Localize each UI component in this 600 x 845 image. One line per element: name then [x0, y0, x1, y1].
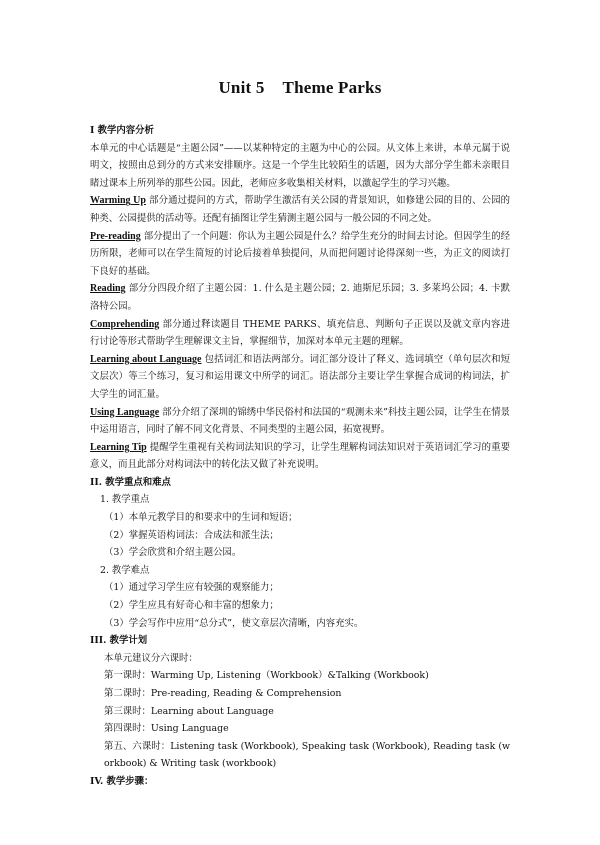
plan-lesson-2: 第二课时：Pre-reading, Reading & Comprehension — [104, 688, 342, 699]
document-title — [0, 78, 600, 98]
paragraph-lead: Pre-reading — [90, 230, 141, 242]
paragraph-learning-tip — [90, 439, 510, 474]
subheading-difficulties: 2. 教学难点 — [100, 564, 150, 576]
paragraph-learning-about-language — [90, 351, 510, 404]
list-item: （3）学会欣赏和介绍主题公园。 — [104, 547, 242, 559]
section-heading-content-analysis: I 教学内容分析 — [90, 125, 154, 136]
paragraph-lead: Reading — [90, 283, 126, 295]
paragraph-text: 部分分四段介绍了主题公园：1. 什么是主题公园；2. 迪斯尼乐园；3. 多莱坞公园；4. 卡默洛特公园。 — [90, 283, 510, 312]
title-unit: Unit 5 — [218, 78, 265, 97]
paragraph-comprehending — [90, 316, 510, 351]
plan-lesson-1: 第一课时：Warming Up, Listening（Workbook）&Talking (Workbook) — [104, 670, 429, 682]
paragraph-text: 部分介绍了深圳的锦绣中华民俗村和法国的“观测未来”科技主题公园，让学生在情景中运用语言，同时了解不同文化背景、不同类型的主题公园，拓宽视野。 — [90, 406, 511, 436]
section-heading-teaching-steps: IV. 教学步骤： — [90, 775, 154, 787]
list-item: （1）本单元教学目的和要求中的生词和短语； — [104, 512, 298, 524]
paragraph-text: 部分提出了一个问题：你认为主题公园是什么？给学生充分的时间去讨论。但因学生的经历所限，老师可以在学生简短的讨论后接着单独提问，从而把问题讨论得深刻一些，为正文的阅读打下良好的基础。 — [90, 230, 510, 277]
list-item: （2）掌握英语构词法：合成法和派生法； — [104, 529, 279, 541]
section-heading-key-points: II. 教学重点和难点 — [90, 476, 171, 488]
paragraph-text: 提醒学生重视有关构词法知识的学习，让学生理解构词法知识对于英语词汇学习的重要意义，而且此部分对构词法中的转化法又做了补充说明。 — [90, 441, 511, 471]
plan-lesson-5-6: 第五、六课时：Listening task (Workbook), Speaking task (Workbook), Reading task (workbook) & Writing task (workbook) — [104, 740, 510, 770]
plan-lesson-4: 第四课时：Using Language — [104, 723, 229, 735]
paragraph-warming-up — [90, 192, 510, 227]
subheading-key-points: 1. 教学重点 — [100, 494, 150, 506]
paragraph-text: 部分通过释读题目 THEME PARKS、填充信息、判断句子正误以及就文章内容进行讨论等形式帮助学生理解课文主旨，掌握细节，加深对本单元主题的理解。 — [90, 318, 510, 348]
paragraph-lead: Learning about Language — [90, 353, 202, 365]
paragraph-text: 部分通过提问的方式，帮助学生激活有关公园的背景知识，如修建公园的目的、公园的种类、公园提供的活动等。还配有插图让学生猜测主题公园与一般公园的不同之处。 — [90, 195, 510, 224]
paragraph-pre-reading — [90, 228, 510, 281]
list-item: （2）学生应具有好奇心和丰富的想象力； — [104, 600, 279, 612]
paragraph-using-language — [90, 404, 510, 439]
plan-lesson-3: 第三课时：Learning about Language — [104, 705, 274, 717]
title-topic: Theme Parks — [282, 78, 382, 97]
plan-intro: 本单元建议分六课时： — [104, 652, 198, 664]
paragraph-intro: 本单元的中心话题是“主题公园”——以某种特定的主题为中心的公园。从文体上来讲，本单元属于说明文，按照由总到分的方式来安排顺序。这是一个学生比较陌生的话题，因为大部分学生都未亲眼目睹过课本上所列举的那些公园。因此，老师应多收集相关材料，以激起学生的学习兴趣。 — [90, 142, 510, 189]
paragraph-lead: Using Language — [90, 406, 160, 418]
paragraph-lead: Learning Tip — [90, 441, 147, 453]
paragraph-reading — [90, 280, 510, 315]
document-body — [90, 122, 510, 791]
paragraph-lead: Warming Up — [90, 195, 146, 207]
paragraph-lead: Comprehending — [90, 318, 160, 330]
list-item: （3）学会写作中应用“总分式”，使文章层次清晰，内容充实。 — [104, 617, 364, 629]
section-heading-teaching-plan: III. 教学计划 — [90, 635, 148, 647]
paragraph-text: 包括词汇和语法两部分。词汇部分设计了释义、选词填空（单句层次和短文层次）等三个练习，复习和运用课文中所学的词汇。语法部分主要让学生掌握合成词的构词法，扩大学生的词汇量。 — [90, 353, 510, 400]
list-item: （1）通过学习学生应有较强的观察能力； — [104, 582, 279, 594]
